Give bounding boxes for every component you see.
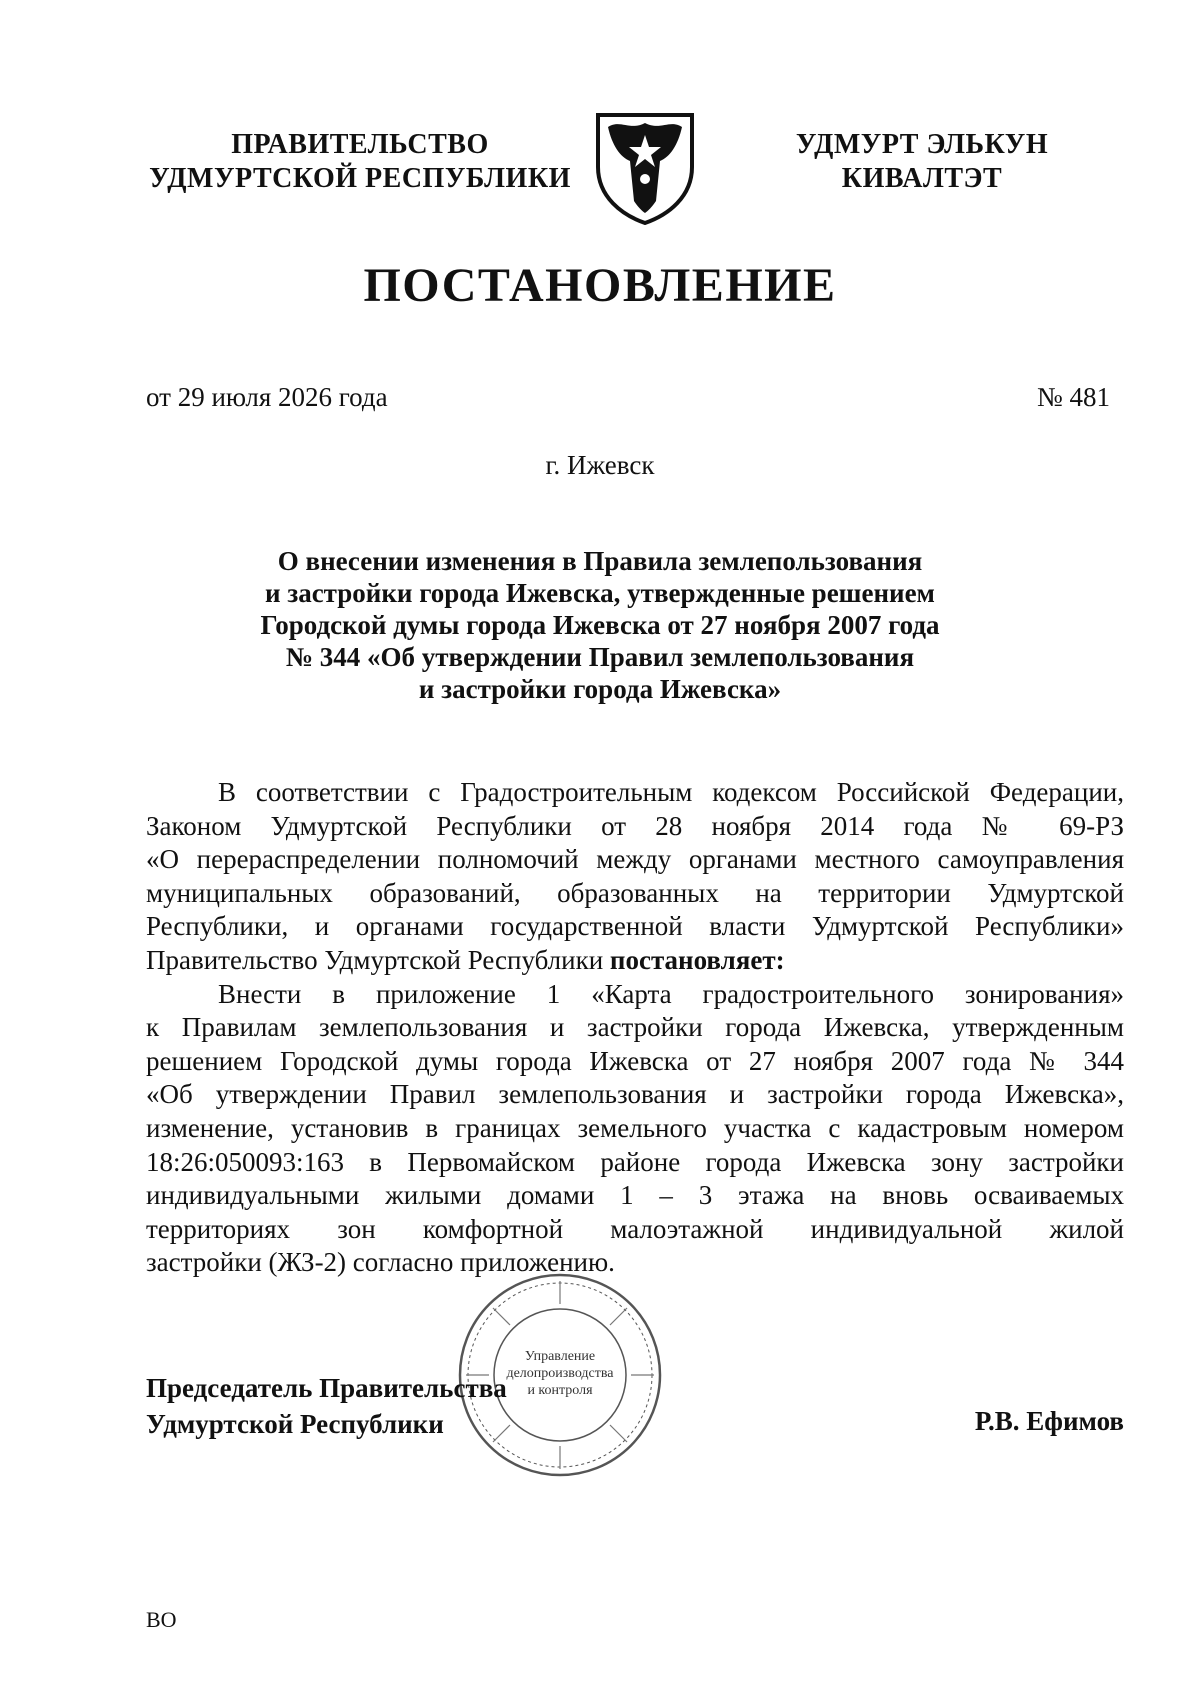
stamp-line: делопроизводства bbox=[506, 1366, 614, 1381]
title-line: № 344 «Об утверждении Правил землепользования bbox=[285, 642, 915, 672]
body-line: муниципальных образований, образованных на территории Удмуртской bbox=[146, 877, 1124, 908]
body-line: территориях зон комфортной малоэтажной индивидуальной жилой bbox=[146, 1213, 1124, 1244]
resolution-verb: постановляет: bbox=[609, 944, 785, 975]
body-line: изменение, установив в границах земельного участка с кадастровым номером bbox=[146, 1112, 1124, 1143]
body-line: к Правилам землепользования и застройки города Ижевска, утвержденным bbox=[146, 1012, 1124, 1043]
stamp-line: и контроля bbox=[527, 1383, 593, 1398]
stamp-department bbox=[493, 1348, 627, 1399]
coat-of-arms-emblem bbox=[590, 105, 700, 225]
body-line: решением Городской думы города Ижевска от 27 ноября 2007 года № 344 bbox=[146, 1045, 1124, 1076]
signer-position-line1: Председатель Правительства bbox=[146, 1373, 507, 1403]
government-name-ru-line2: УДМУРТСКОЙ РЕСПУБЛИКИ bbox=[149, 163, 571, 194]
executor-initials: ВО bbox=[146, 1607, 177, 1632]
signer-position bbox=[146, 1370, 507, 1442]
body-line: застройки (ЖЗ-2) согласно приложению. bbox=[146, 1247, 615, 1278]
title-line: О внесении изменения в Правила землепользования bbox=[277, 546, 923, 576]
document-body bbox=[146, 776, 1124, 1280]
document-number: № 481 bbox=[1036, 382, 1110, 412]
document-date: от 29 июля 2026 года bbox=[146, 382, 388, 412]
document-city: г. Ижевск bbox=[545, 450, 655, 480]
body-line: Законом Удмуртской Республики от 28 ноября 2014 года № 69-РЗ bbox=[146, 810, 1124, 841]
body-line: Внести в приложение 1 «Карта градостроительного зонирования» bbox=[218, 978, 1124, 1009]
title-line: и застройки города Ижевска» bbox=[418, 674, 782, 704]
body-line: В соответствии с Градостроительным кодексом Российской Федерации, bbox=[218, 777, 1124, 807]
signer-name: Р.В. Ефимов bbox=[974, 1406, 1124, 1436]
stamp-line: Управление bbox=[524, 1349, 596, 1364]
body-line: «О перераспределении полномочий между органами местного самоуправления bbox=[146, 844, 1124, 875]
government-name-ru-line1: ПРАВИТЕЛЬСТВО bbox=[231, 129, 489, 160]
government-name-udm bbox=[772, 128, 1072, 196]
document-type: ПОСТАНОВЛЕНИЕ bbox=[363, 259, 837, 312]
body-line: индивидуальными жилыми домами 1 – 3 этажа на вновь осваиваемых bbox=[146, 1180, 1124, 1211]
resolution-text: Правительство Удмуртской Республики bbox=[146, 944, 610, 975]
title-line: Городской думы города Ижевска от 27 ноября 2007 года bbox=[260, 610, 940, 640]
body-line: Республики, и органами государственной власти Удмуртской Республики» bbox=[146, 911, 1124, 942]
body-line: 18:26:050093:163 в Первомайском районе города Ижевска зону застройки bbox=[146, 1146, 1124, 1177]
signer-position-line2: Удмуртской Республики bbox=[146, 1409, 444, 1439]
document-title bbox=[150, 545, 1050, 705]
body-line-resolution bbox=[146, 944, 1124, 978]
title-line: и застройки города Ижевска, утвержденные решением bbox=[265, 578, 935, 608]
government-name-ru bbox=[140, 128, 580, 196]
government-name-udm-line1: УДМУРТ ЭЛЬКУН bbox=[795, 129, 1049, 160]
government-name-udm-line2: КИВАЛТЭТ bbox=[841, 163, 1003, 194]
body-line: «Об утверждении Правил землепользования и застройки города Ижевска», bbox=[146, 1079, 1124, 1110]
